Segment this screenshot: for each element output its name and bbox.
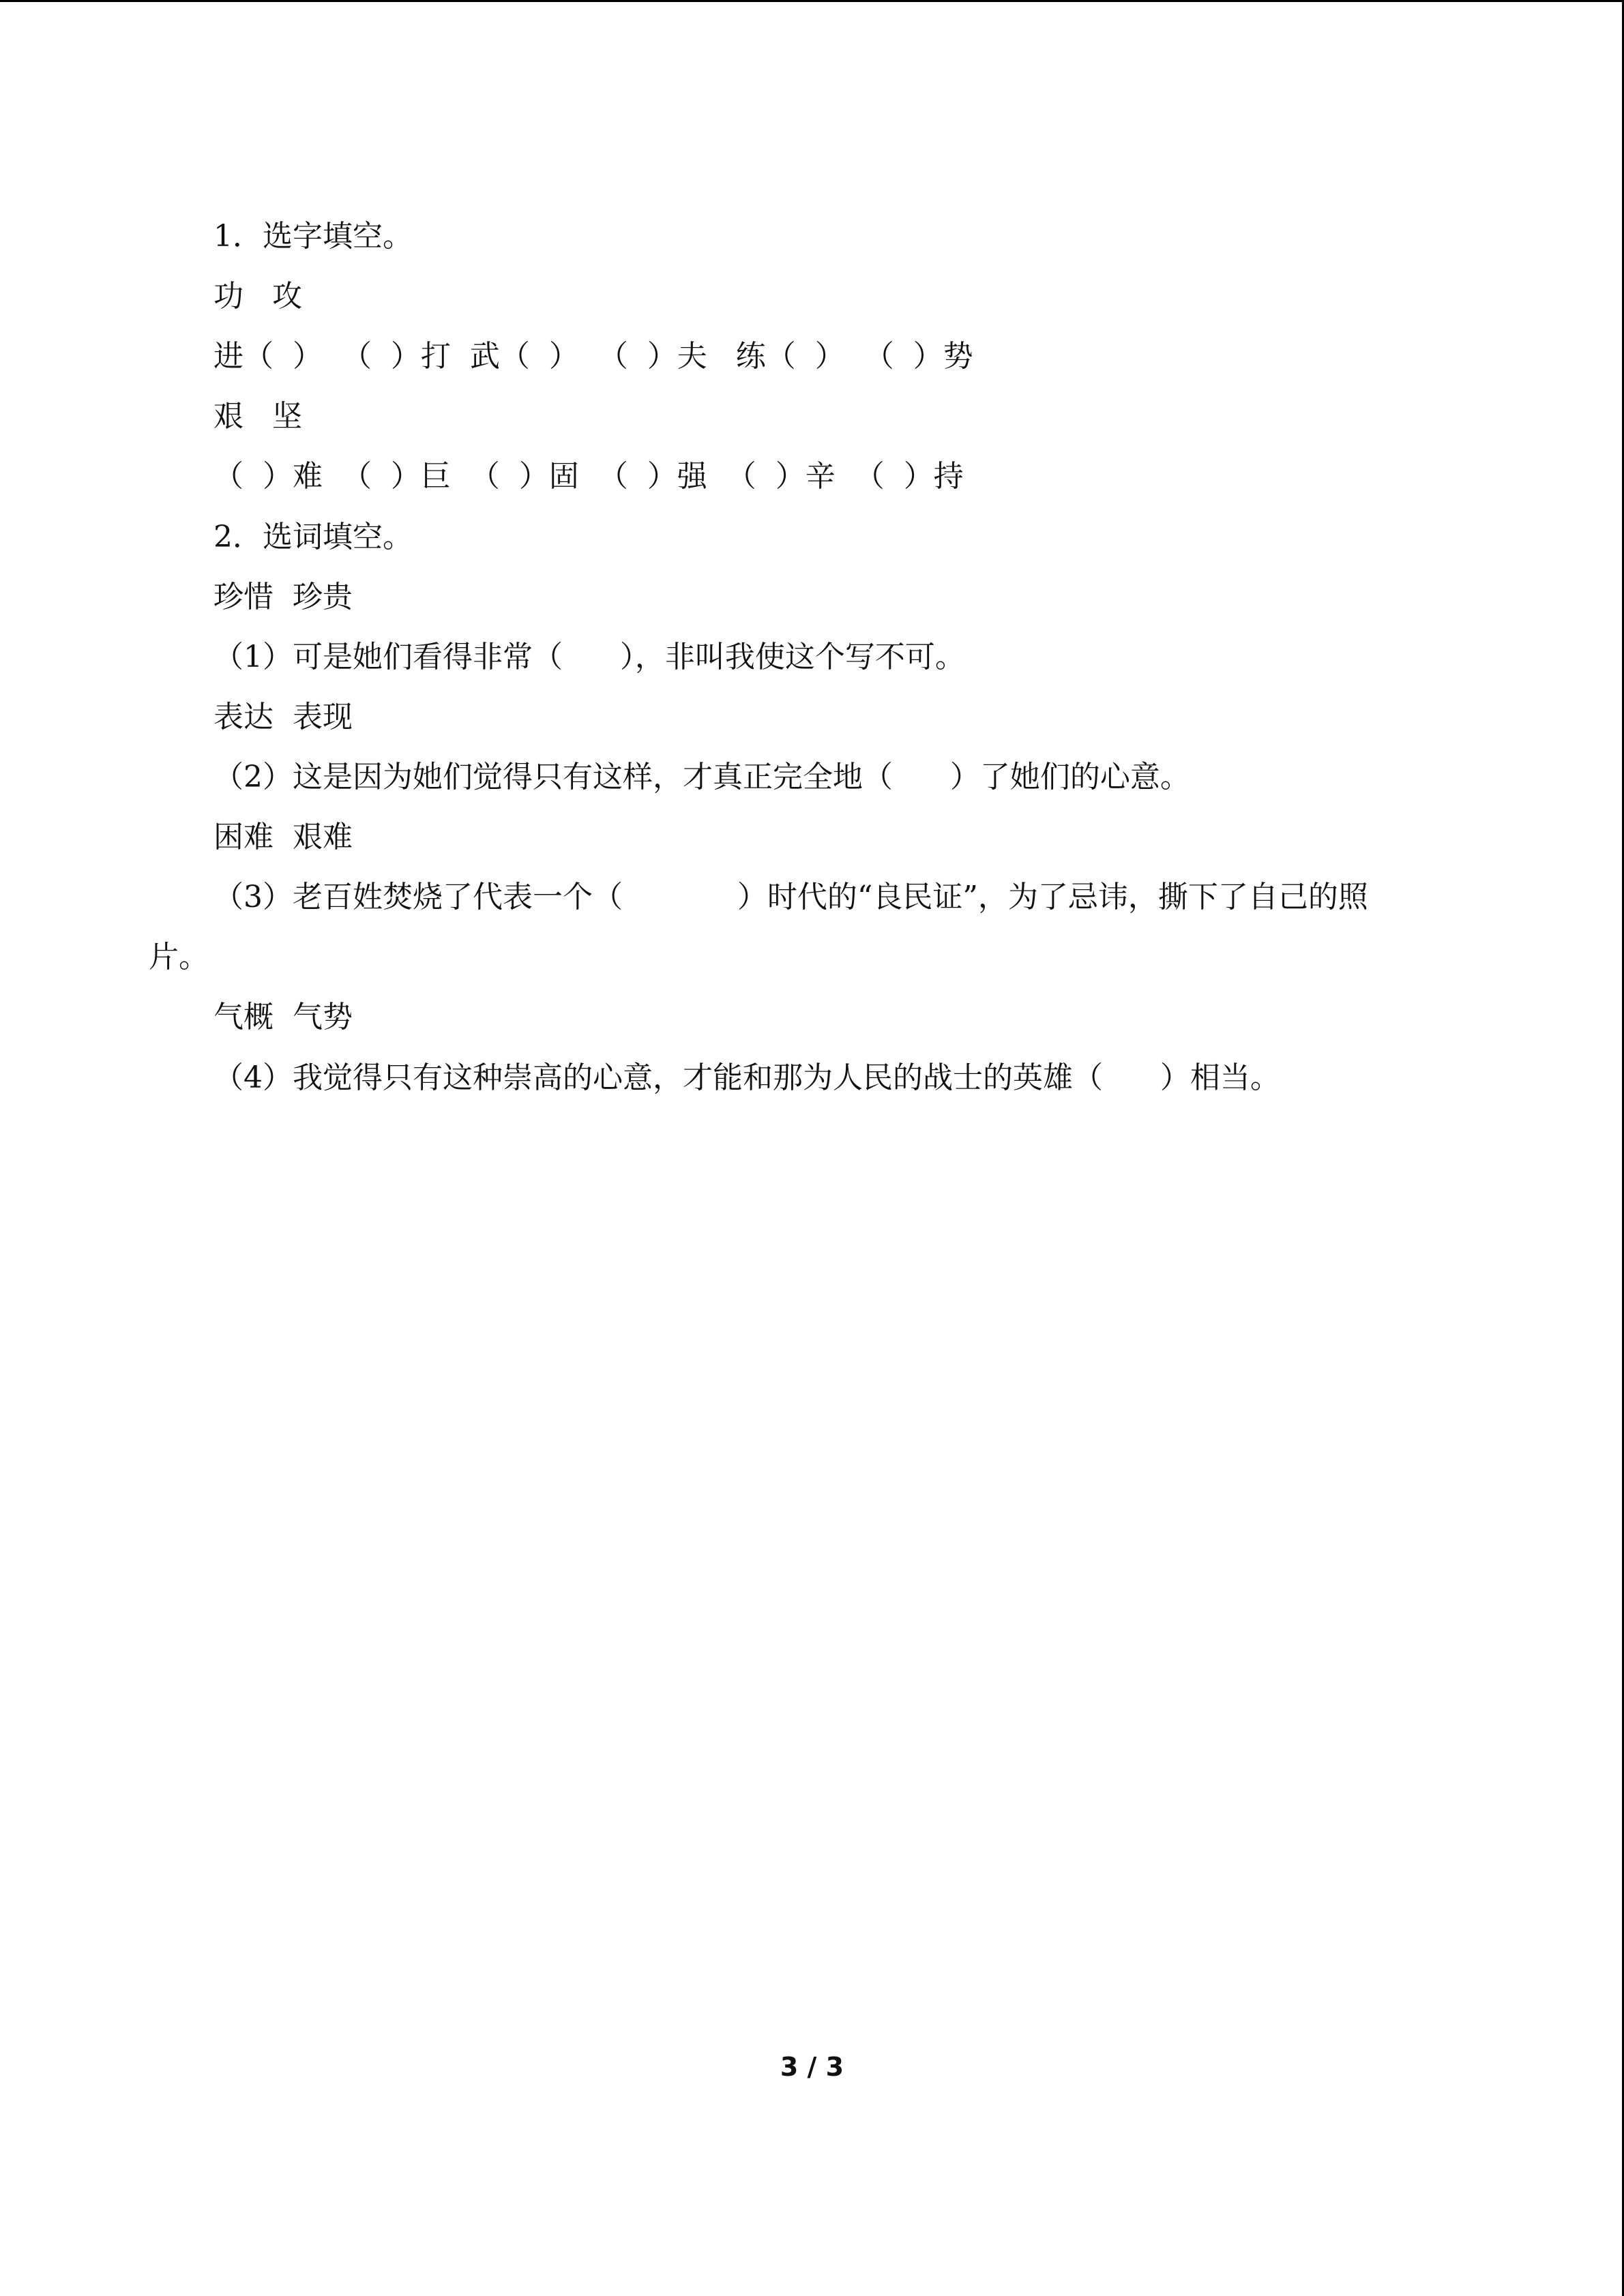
sentence-3-continuation: 片。	[149, 940, 209, 974]
sentence-1: （1）可是她们看得非常（ ），非叫我使这个写不可。	[213, 640, 965, 674]
word-options-4: 气概 气势	[213, 1000, 353, 1034]
question-1-title: 1．选字填空。	[213, 219, 413, 254]
sentence-2: （2）这是因为她们觉得只有这样，才真正完全地（ ）了她们的心意。	[213, 760, 1190, 794]
word-options-2: 表达 表现	[213, 700, 353, 734]
page-number: 3 / 3	[780, 2052, 844, 2082]
question-2-title: 2．选词填空。	[213, 520, 413, 554]
sentence-4: （4）我觉得只有这种崇高的心意，才能和那为人民的战士的英雄（ ）相当。	[213, 1060, 1280, 1095]
question-1-blanks-1: 进（ ） （ ）打 武（ ） （ ）夫 练（ ） （ ）势	[213, 339, 973, 374]
question-1-char-options-1: 功 攻	[213, 279, 302, 314]
word-options-3: 困难 艰难	[213, 820, 353, 854]
question-1-blanks-2: （ ）难 （ ）巨 （ ）固 （ ）强 （ ）辛 （ ）持	[213, 459, 964, 494]
word-options-1: 珍惜 珍贵	[213, 580, 353, 614]
sentence-3: （3）老百姓焚烧了代表一个（ ）时代的“良民证”，为了忌讳，撕下了自己的照	[213, 880, 1368, 914]
question-1-char-options-2: 艰 坚	[213, 399, 302, 434]
